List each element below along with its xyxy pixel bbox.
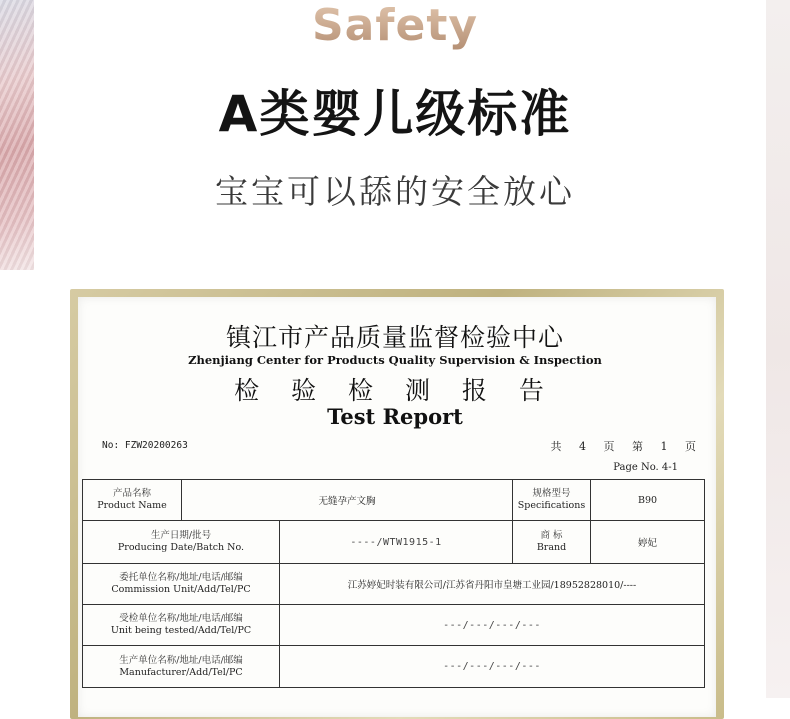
org-name-cn: 镇江市产品质量监督检验中心 <box>225 323 564 352</box>
table-row <box>83 605 705 646</box>
brand-label: 商 标 Brand <box>513 521 591 564</box>
commission-unit-value: 江苏婷妃时装有限公司/江苏省丹阳市皇塘工业园/18952828010/---- <box>280 564 705 605</box>
production-date-label: 生产日期/批号 Producing Date/Batch No. <box>83 521 280 564</box>
table-row <box>83 521 705 564</box>
org-name-en: Zhenjiang Center for Products Quality Supervision & Inspection <box>188 353 602 367</box>
report-title-cn: 检 验 检 测 报 告 <box>234 376 556 405</box>
page-subheadline: 宝宝可以舔的安全放心 <box>215 172 575 211</box>
safety-wordmark: Safety <box>0 0 790 51</box>
product-name-value: 无缝孕产文胸 <box>182 480 513 521</box>
table-row <box>83 480 705 521</box>
manufacturer-label: 生产单位名称/地址/电话/邮编 Manufacturer/Add/Tel/PC <box>83 646 280 688</box>
table-row <box>83 564 705 605</box>
commission-unit-label: 委托单位名称/地址/电话/邮编 Commission Unit/Add/Tel/PC <box>83 564 280 605</box>
brand-value: 婷妃 <box>591 521 705 564</box>
specifications-value: B90 <box>591 480 705 521</box>
specifications-label: 规格型号 Specifications <box>513 480 591 521</box>
page-count-cn: 共 4 页 第 1 页 <box>550 440 696 453</box>
report-info-table <box>82 479 705 688</box>
tested-unit-label: 受检单位名称/地址/电话/邮编 Unit being tested/Add/Tel/PC <box>83 605 280 646</box>
page-number-en: Page No. 4-1 <box>613 462 678 473</box>
manufacturer-value: ---/---/---/--- <box>280 646 705 688</box>
report-title-en: Test Report <box>327 404 463 429</box>
table-row <box>83 646 705 688</box>
tested-unit-value: ---/---/---/--- <box>280 605 705 646</box>
product-name-label: 产品名称 Product Name <box>83 480 182 521</box>
report-number: No: FZW20200263 <box>102 440 188 451</box>
production-date-value: ----/WTW1915-1 <box>280 521 513 564</box>
page-headline: A类婴儿级标准 <box>218 85 572 143</box>
